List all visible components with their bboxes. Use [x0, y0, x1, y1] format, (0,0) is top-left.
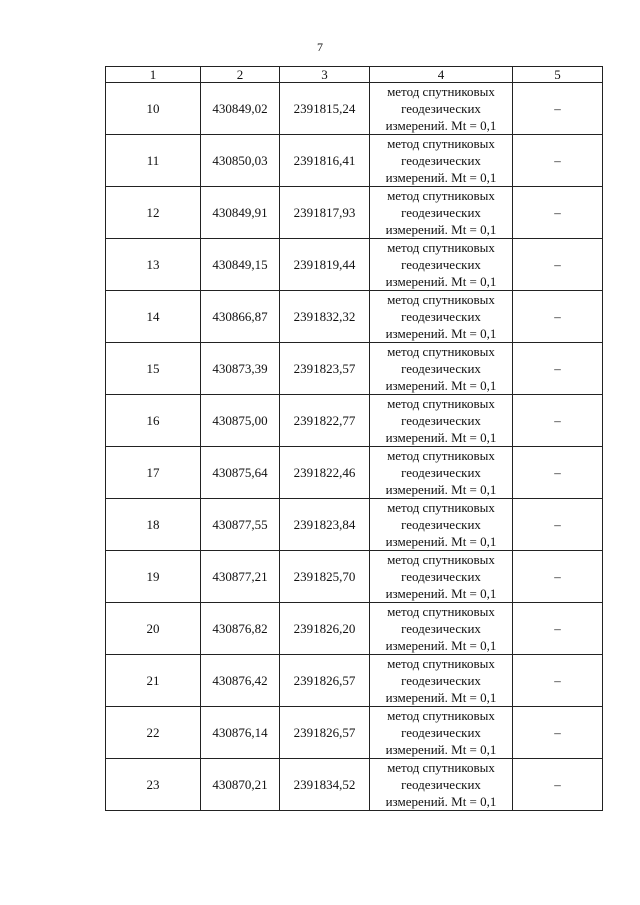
note-cell: – — [513, 447, 603, 499]
header-cell: 4 — [370, 67, 513, 83]
method-line: геодезических — [401, 673, 481, 688]
table-row — [106, 395, 603, 447]
coordinate-y: 2391823,57 — [280, 343, 370, 395]
point-number: 11 — [106, 135, 201, 187]
coordinate-x: 430850,03 — [201, 135, 280, 187]
note-cell: – — [513, 707, 603, 759]
note-cell: – — [513, 603, 603, 655]
table-row — [106, 187, 603, 239]
method-line: измерений. Mt = 0,1 — [385, 222, 497, 237]
method-line: метод спутниковых — [387, 292, 495, 307]
coordinate-y: 2391832,32 — [280, 291, 370, 343]
method-line: геодезических — [401, 725, 481, 740]
point-number: 21 — [106, 655, 201, 707]
method-line: метод спутниковых — [387, 656, 495, 671]
point-number: 23 — [106, 759, 201, 811]
coordinate-x: 430849,91 — [201, 187, 280, 239]
note-cell: – — [513, 135, 603, 187]
coordinate-x: 430875,64 — [201, 447, 280, 499]
method-line: измерений. Mt = 0,1 — [385, 118, 497, 133]
method-cell — [370, 759, 513, 811]
table-row — [106, 343, 603, 395]
method-line: измерений. Mt = 0,1 — [385, 274, 497, 289]
method-line: метод спутниковых — [387, 760, 495, 775]
table-row — [106, 759, 603, 811]
table-row — [106, 447, 603, 499]
coordinate-x: 430877,55 — [201, 499, 280, 551]
note-cell: – — [513, 759, 603, 811]
method-cell — [370, 135, 513, 187]
coordinate-y: 2391834,52 — [280, 759, 370, 811]
method-line: измерений. Mt = 0,1 — [385, 534, 497, 549]
coordinate-x: 430873,39 — [201, 343, 280, 395]
point-number: 14 — [106, 291, 201, 343]
method-line: геодезических — [401, 517, 481, 532]
method-line: измерений. Mt = 0,1 — [385, 690, 497, 705]
point-number: 18 — [106, 499, 201, 551]
method-cell — [370, 343, 513, 395]
method-line: геодезических — [401, 309, 481, 324]
note-cell: – — [513, 239, 603, 291]
table-row — [106, 551, 603, 603]
method-line: геодезических — [401, 621, 481, 636]
method-line: измерений. Mt = 0,1 — [385, 170, 497, 185]
method-line: метод спутниковых — [387, 448, 495, 463]
note-cell: – — [513, 499, 603, 551]
point-number: 20 — [106, 603, 201, 655]
header-cell: 5 — [513, 67, 603, 83]
method-line: метод спутниковых — [387, 396, 495, 411]
method-line: геодезических — [401, 205, 481, 220]
method-cell — [370, 395, 513, 447]
method-cell — [370, 603, 513, 655]
table-row — [106, 135, 603, 187]
table-row — [106, 291, 603, 343]
point-number: 19 — [106, 551, 201, 603]
point-number: 17 — [106, 447, 201, 499]
page-number: 7 — [317, 40, 323, 54]
method-cell — [370, 187, 513, 239]
coordinate-y: 2391825,70 — [280, 551, 370, 603]
header-cell: 3 — [280, 67, 370, 83]
coordinate-y: 2391826,57 — [280, 655, 370, 707]
method-line: геодезических — [401, 777, 481, 792]
method-line: геодезических — [401, 569, 481, 584]
method-line: метод спутниковых — [387, 604, 495, 619]
method-line: измерений. Mt = 0,1 — [385, 326, 497, 341]
coordinate-x: 430866,87 — [201, 291, 280, 343]
method-line: геодезических — [401, 361, 481, 376]
point-number: 12 — [106, 187, 201, 239]
coordinate-y: 2391823,84 — [280, 499, 370, 551]
method-line: измерений. Mt = 0,1 — [385, 586, 497, 601]
coordinate-x: 430875,00 — [201, 395, 280, 447]
note-cell: – — [513, 395, 603, 447]
note-cell: – — [513, 655, 603, 707]
method-line: метод спутниковых — [387, 708, 495, 723]
table-row — [106, 499, 603, 551]
method-cell — [370, 655, 513, 707]
method-line: метод спутниковых — [387, 240, 495, 255]
coordinate-y: 2391822,77 — [280, 395, 370, 447]
method-cell — [370, 447, 513, 499]
table-row — [106, 83, 603, 135]
table-row — [106, 707, 603, 759]
method-line: геодезических — [401, 257, 481, 272]
method-cell — [370, 83, 513, 135]
coordinate-y: 2391817,93 — [280, 187, 370, 239]
method-line: метод спутниковых — [387, 84, 495, 99]
header-cell: 1 — [106, 67, 201, 83]
note-cell: – — [513, 83, 603, 135]
table-row — [106, 655, 603, 707]
coordinate-x: 430876,82 — [201, 603, 280, 655]
method-line: геодезических — [401, 101, 481, 116]
method-cell — [370, 499, 513, 551]
note-cell: – — [513, 291, 603, 343]
method-cell — [370, 239, 513, 291]
point-number: 15 — [106, 343, 201, 395]
coordinate-x: 430849,02 — [201, 83, 280, 135]
point-number: 13 — [106, 239, 201, 291]
coordinate-y: 2391819,44 — [280, 239, 370, 291]
method-line: геодезических — [401, 413, 481, 428]
method-line: измерений. Mt = 0,1 — [385, 794, 497, 809]
method-line: метод спутниковых — [387, 136, 495, 151]
method-line: метод спутниковых — [387, 552, 495, 567]
note-cell: – — [513, 187, 603, 239]
table-row — [106, 603, 603, 655]
coordinate-x: 430876,14 — [201, 707, 280, 759]
method-line: метод спутниковых — [387, 344, 495, 359]
table-row — [106, 239, 603, 291]
method-line: геодезических — [401, 153, 481, 168]
coordinate-y: 2391826,20 — [280, 603, 370, 655]
coordinates-table — [105, 66, 603, 811]
method-line: измерений. Mt = 0,1 — [385, 742, 497, 757]
method-line: измерений. Mt = 0,1 — [385, 482, 497, 497]
method-line: измерений. Mt = 0,1 — [385, 378, 497, 393]
coordinate-y: 2391826,57 — [280, 707, 370, 759]
point-number: 10 — [106, 83, 201, 135]
coordinate-x: 430877,21 — [201, 551, 280, 603]
note-cell: – — [513, 551, 603, 603]
method-cell — [370, 707, 513, 759]
method-line: метод спутниковых — [387, 188, 495, 203]
method-cell — [370, 291, 513, 343]
header-cell: 2 — [201, 67, 280, 83]
coordinate-x: 430870,21 — [201, 759, 280, 811]
table-header-row — [106, 67, 603, 83]
method-line: геодезических — [401, 465, 481, 480]
note-cell: – — [513, 343, 603, 395]
coordinate-y: 2391815,24 — [280, 83, 370, 135]
method-cell — [370, 551, 513, 603]
coordinate-y: 2391816,41 — [280, 135, 370, 187]
point-number: 22 — [106, 707, 201, 759]
coordinate-x: 430876,42 — [201, 655, 280, 707]
method-line: измерений. Mt = 0,1 — [385, 638, 497, 653]
coordinate-y: 2391822,46 — [280, 447, 370, 499]
method-line: метод спутниковых — [387, 500, 495, 515]
method-line: измерений. Mt = 0,1 — [385, 430, 497, 445]
point-number: 16 — [106, 395, 201, 447]
coordinate-x: 430849,15 — [201, 239, 280, 291]
